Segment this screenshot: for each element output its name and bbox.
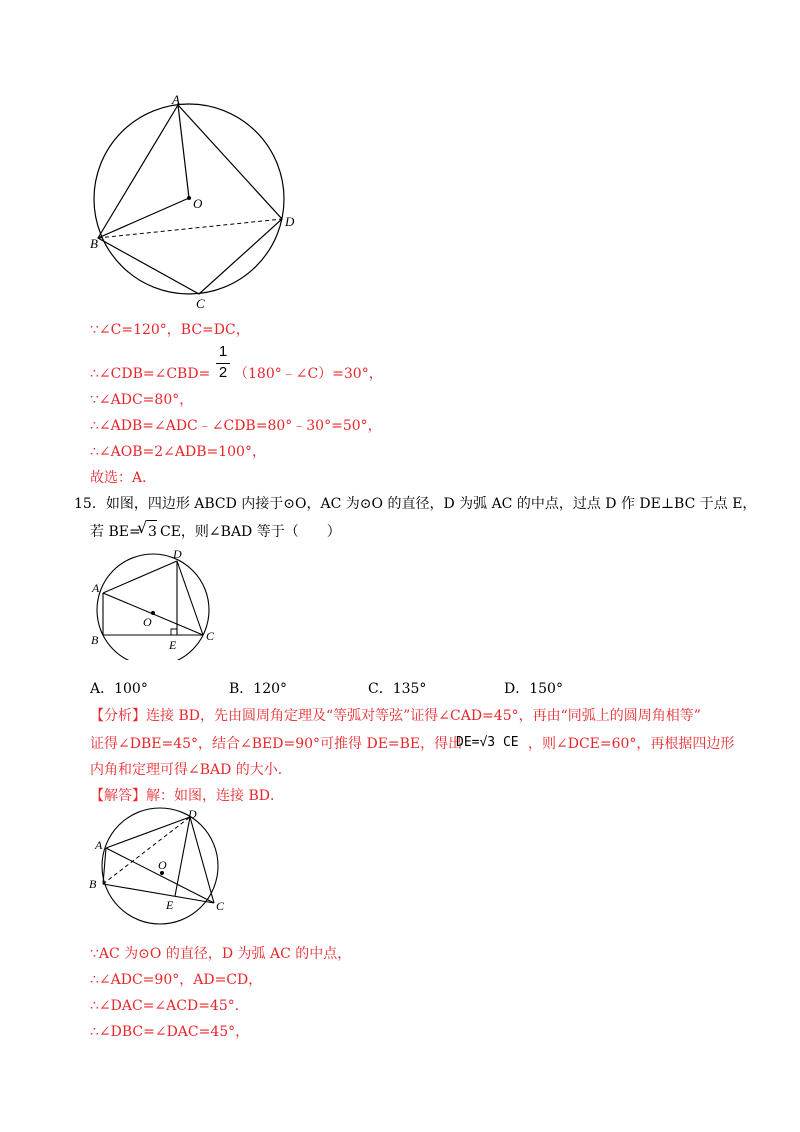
solution1-line3: ∵∠ADC=80°， xyxy=(90,392,194,408)
question-15-line1: 15．如图，四边形 ABCD 内接于⊙O，AC 为⊙O 的直径，D 为弧 AC 的中点，过点 D 作 DE⊥BC 于点 E， xyxy=(74,496,757,512)
fraction-numerator: 1 xyxy=(218,343,228,360)
solution1-line6: 故选：A． xyxy=(90,470,157,486)
figure-3-label-c: C xyxy=(216,899,225,913)
figure-2-circle xyxy=(97,554,209,660)
analysis-formula: DE=√3 CE xyxy=(456,735,519,750)
solution1-line2-prefix: ∴∠CDB=∠CBD= xyxy=(90,366,211,382)
figure-1-label-d: D xyxy=(285,214,295,229)
figure-2-label-c: C xyxy=(206,629,215,643)
figure-3-ac xyxy=(106,848,214,903)
figure-2-label-o: O xyxy=(143,615,152,629)
sqrt-symbol: √ xyxy=(137,518,148,537)
figure-2-ad xyxy=(103,561,177,593)
option-a[interactable]: A．100° xyxy=(90,681,148,697)
figure-3-label-a: A xyxy=(95,838,103,852)
figure-2-label-a: A xyxy=(92,581,100,595)
solution1-line1: ∵∠C=120°，BC=DC， xyxy=(90,322,250,338)
figure-2-dc xyxy=(177,561,203,635)
figure-2-label-d: D xyxy=(173,547,182,561)
figure-2-right-angle-mark xyxy=(171,629,177,635)
question-15-sqrt-value: 3 xyxy=(148,524,157,540)
solution2-line2: ∴∠ADC=90°，AD=CD， xyxy=(90,972,263,988)
option-c[interactable]: C．135° xyxy=(368,681,427,697)
fraction-denominator: 2 xyxy=(218,364,228,381)
figure-3-ad xyxy=(106,817,190,848)
figure-3-bc xyxy=(103,884,214,903)
figure-1-radius-oa xyxy=(178,105,189,198)
option-d[interactable]: D．150° xyxy=(504,681,563,697)
sqrt-bar xyxy=(147,520,157,521)
option-b[interactable]: B．120° xyxy=(229,681,288,697)
figure-3-label-b: B xyxy=(89,877,97,891)
solution1-line5: ∴∠AOB=2∠ADB=100°， xyxy=(90,444,266,460)
figure-1-label-b: B xyxy=(90,236,98,251)
question-15-line2-suffix: CE，则∠BAD 等于（ ） xyxy=(160,524,341,540)
figure-1-dashed-bd xyxy=(98,219,282,238)
analysis-line3: 内角和定理可得∠BAD 的大小． xyxy=(90,762,292,778)
figure-3-dashed-bd xyxy=(103,817,190,884)
figure-2-label-b: B xyxy=(91,633,99,647)
solution2-line4: ∴∠DBC=∠DAC=45°， xyxy=(90,1024,250,1040)
figure-1 xyxy=(80,88,310,318)
analysis-line1: 【分析】连接 BD，先由圆周角定理及“等弧对等弦”证得∠CAD=45°，再由“同弧上的圆周角相等” xyxy=(90,708,701,724)
figure-3-label-e: E xyxy=(166,898,174,912)
figure-3 xyxy=(85,805,235,930)
figure-1-label-a: A xyxy=(172,92,180,107)
question-15-line2-prefix: 若 BE= xyxy=(90,524,141,540)
figure-1-label-c: C xyxy=(196,296,205,311)
figure-1-radius-ob xyxy=(98,198,189,238)
solution1-line2-suffix: （180°﹣∠C）=30°， xyxy=(234,366,383,382)
analysis-line2-prefix: 证得∠DBE=45°，结合∠BED=90°可推得 DE=BE，得出 xyxy=(90,736,463,752)
solution1-line4: ∴∠ADB=∠ADC﹣∠CDB=80°﹣30°=50°， xyxy=(90,418,382,434)
figure-3-label-d: D xyxy=(188,807,197,821)
figure-3-label-o: O xyxy=(158,858,167,872)
figure-1-label-o: O xyxy=(193,196,203,211)
figure-1-center-point xyxy=(187,196,191,200)
figure-3-de xyxy=(175,817,190,896)
solution2-line3: ∴∠DAC=∠ACD=45°． xyxy=(90,998,249,1014)
figure-2-label-e: E xyxy=(169,638,177,652)
analysis-line2-suffix: ，则∠DCE=60°，再根据四边形 xyxy=(528,736,735,752)
figure-2 xyxy=(85,545,220,660)
figure-3-dc xyxy=(190,817,214,903)
solution2-line1: ∵AC 为⊙O 的直径，D 为弧 AC 的中点， xyxy=(90,946,352,962)
answer-line1: 【解答】解：如图，连接 BD． xyxy=(90,788,284,804)
